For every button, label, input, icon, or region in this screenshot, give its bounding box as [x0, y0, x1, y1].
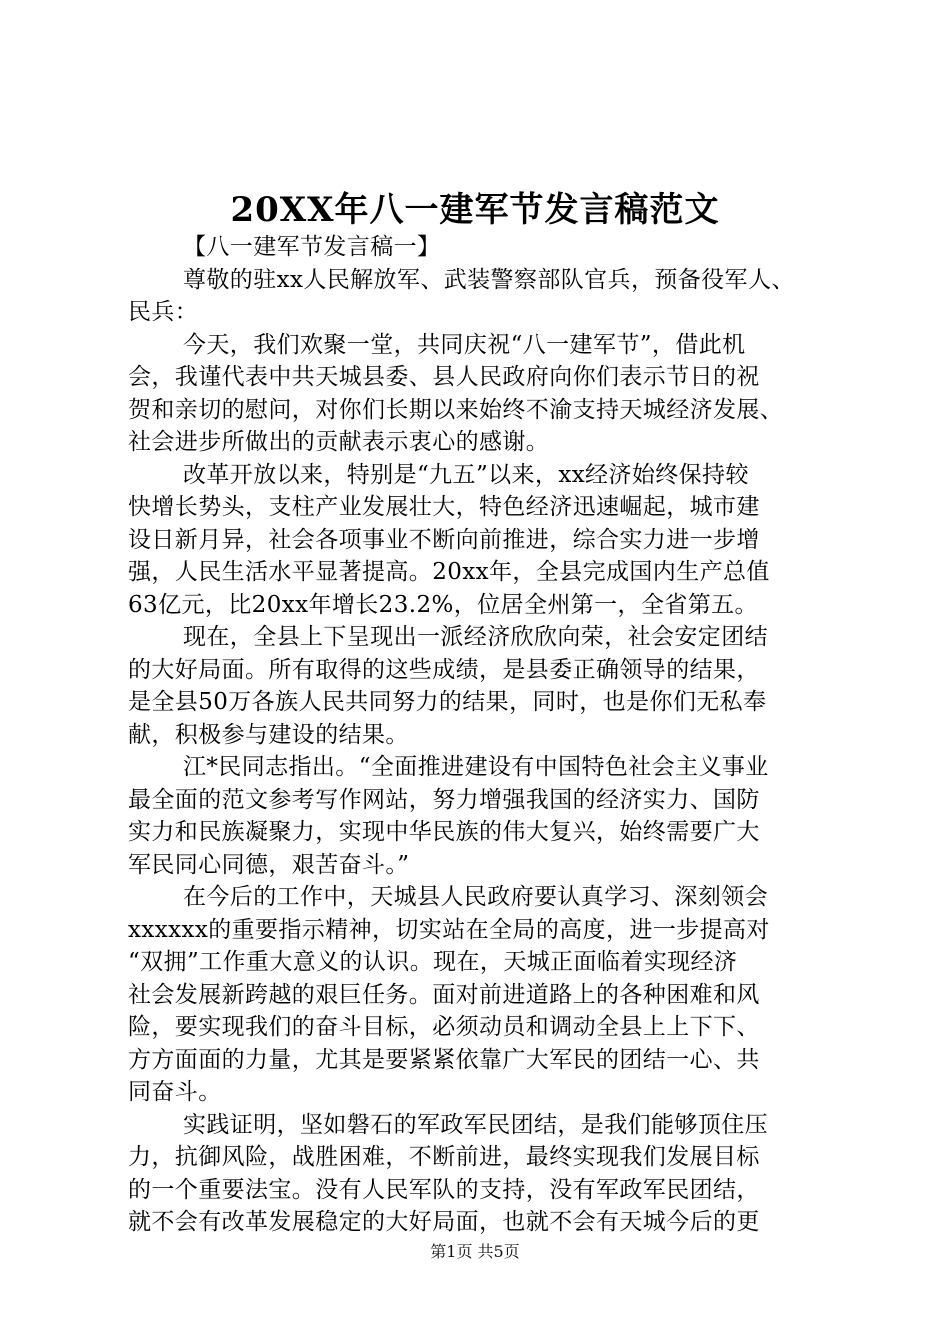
text-line: 社会发展新跨越的艰巨任务。面对前进道路上的各种困难和风	[128, 981, 760, 1008]
text-line: 今天，我们欢聚一堂，共同庆祝“八一建军节”，借此机	[183, 331, 746, 358]
page-footer: 第1页 共5页	[430, 1242, 520, 1261]
text-line: 险，要实现我们的奋斗目标，必须动员和调动全县上上下下、	[128, 1014, 760, 1040]
text-line: 快增长势头，支柱产业发展壮大，特色经济迅速崛起，城市建	[128, 494, 760, 520]
text-line: 【八一建军节发言稿一】	[183, 234, 441, 260]
document-title: 20XX年八一建军节发言稿范文	[230, 190, 720, 230]
text-line: 的一个重要法宝。没有人民军队的支持，没有军政军民团结，	[128, 1176, 760, 1203]
text-line: 会，我谨代表中共天城县委、县人民政府向你们表示节日的祝	[128, 364, 760, 390]
text-line: 社会进步所做出的贡献表示衷心的感谢。	[128, 429, 550, 455]
document-body	[128, 231, 828, 1239]
text-line: 江*民同志指出。“全面推进建设有中国特色社会主义事业	[183, 754, 769, 780]
text-line: 的大好局面。所有取得的这些成绩，是县委正确领导的结果，	[128, 656, 760, 683]
text-line: 最全面的范文参考写作网站，努力增强我国的经济实力、国防	[128, 786, 760, 813]
text-line: 军民同心同德，艰苦奋斗。”	[128, 851, 410, 878]
text-line: 就不会有改革发展稳定的大好局面，也就不会有天城今后的更	[128, 1209, 760, 1235]
text-line: 民兵：	[128, 299, 199, 325]
text-line: “双拥”工作重大意义的认识。现在，天城正面临着实现经济	[128, 949, 738, 975]
text-line: 在今后的工作中，天城县人民政府要认真学习、深刻领会	[183, 884, 768, 910]
text-line: 实践证明，坚如磐石的军政军民团结，是我们能够顶住压	[183, 1111, 768, 1138]
text-line: 现在，全县上下呈现出一派经济欣欣向荣，社会安定团结	[183, 624, 768, 650]
text-line: 献，积极参与建设的结果。	[128, 721, 409, 748]
text-line: 贺和亲切的慰问，对你们长期以来始终不渝支持天城经济发展、	[128, 396, 784, 423]
text-line: 强，人民生活水平显著提高。20xx年，全县完成国内生产总值	[128, 559, 770, 585]
text-line: xxxxxx的重要指示精神，切实站在全局的高度，进一步提高对	[128, 916, 770, 943]
text-line: 方方面面的力量，尤其是要紧紧依靠广大军民的团结一心、共	[128, 1046, 760, 1073]
text-line: 尊敬的驻xx人民解放军、武装警察部队官兵，预备役军人、	[183, 266, 795, 293]
text-line: 设日新月异，社会各项事业不断向前推进，综合实力进一步增	[128, 526, 760, 553]
text-line: 改革开放以来，特别是“九五”以来，xx经济始终保持较	[183, 461, 749, 488]
text-line: 实力和民族凝聚力，实现中华民族的伟大复兴，始终需要广大	[128, 819, 760, 845]
text-line: 同奋斗。	[128, 1079, 222, 1105]
text-line: 力，抗御风险，战胜困难，不断前进，最终实现我们发展目标	[128, 1144, 760, 1170]
text-line: 63亿元，比20xx年增长23.2%，位居全州第一，全省第五。	[128, 591, 758, 618]
text-line: 是全县50万各族人民共同努力的结果，同时，也是你们无私奉	[128, 689, 767, 715]
